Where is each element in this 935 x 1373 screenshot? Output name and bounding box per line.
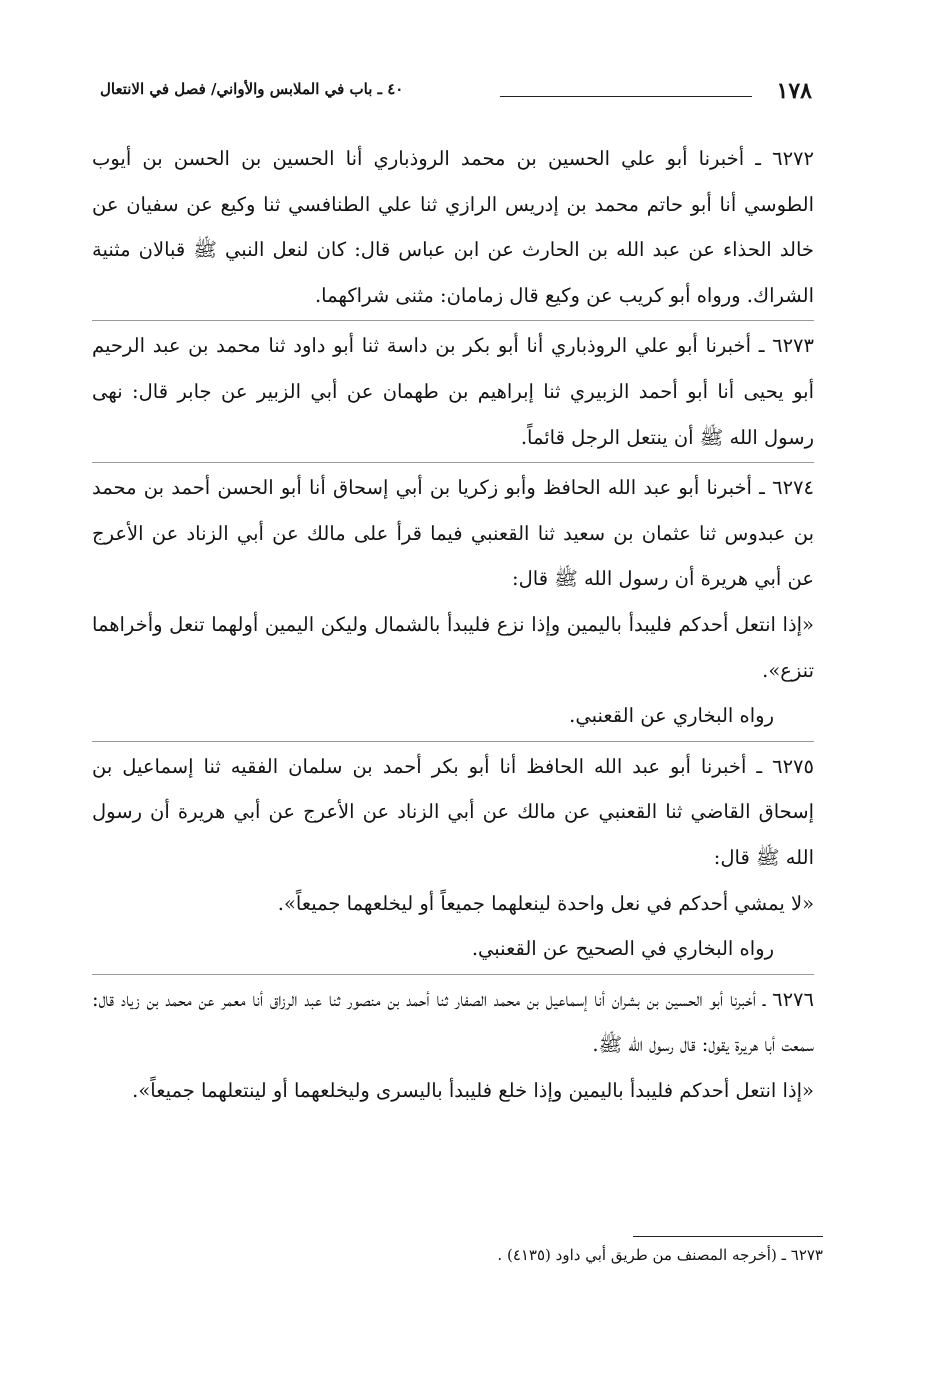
hadith-6274: ٦٢٧٤ ـ أخبرنا أبو عبد الله الحافظ وأبو زكريا بن أبي إسحاق أنا أبو الحسن أحمد بن محمد بن عبدوس ثنا عثمان بن سعيد ثنا القعنبي فيما قرأ على مالك عن أبي الزناد عن الأعرج عن أبي هريرة أن رسول الله ﷺ قال: bbox=[92, 462, 814, 602]
running-title: ٤٠ ـ باب في الملابس والأواني/ فصل في الانتعال bbox=[100, 80, 404, 98]
narration-note: رواه البخاري في الصحيح عن القعنبي. bbox=[471, 937, 774, 961]
footnote: ٦٢٧٣ ـ (أخرجه المصنف من طريق أبي داود (٤١٣٥) . bbox=[497, 1246, 823, 1264]
header-rule bbox=[500, 96, 752, 97]
hadith-6272: ٦٢٧٢ ـ أخبرنا أبو علي الحسين بن محمد الروذباري أنا الحسين بن الحسن بن أيوب الطوسي أنا أبو حاتم محمد بن إدريس الرازي ثنا علي الطنافسي ثنا وكيع عن سفيان عن خالد الحذاء عن عبد الله بن الحارث عن ابن عباس قال: كان لنعل النبي ﷺ قبالان مثنية الشراك. ورواه أبو كريب عن وكيع قال زمامان: مثنى شراكهما. bbox=[92, 147, 814, 307]
hadith-quote: «إذا انتعل أحدكم فليبدأ باليمين وإذا خلع فليبدأ باليسرى وليخلعهما أو لينتعلهما جميعاً». bbox=[132, 1078, 814, 1102]
page-number: ١٧٨ bbox=[776, 78, 812, 104]
hadith-quote: «إذا انتعل أحدكم فليبدأ باليمين وإذا نزع فليبدأ بالشمال وليكن اليمين أولهما تنعل وأخراهما تنزع». bbox=[92, 612, 814, 682]
page-body bbox=[92, 136, 814, 1113]
footnote-rule bbox=[633, 1236, 823, 1237]
hadith-quote: «لا يمشي أحدكم في نعل واحدة لينعلهما جميعاً أو ليخلعهما جميعاً». bbox=[277, 891, 814, 915]
running-header bbox=[100, 78, 812, 112]
narration-note: رواه البخاري عن القعنبي. bbox=[569, 704, 774, 728]
hadith-6273: ٦٢٧٣ ـ أخبرنا أبو علي الروذباري أنا أبو بكر بن داسة ثنا أبو داود ثنا محمد بن عبد الرحيم أبو يحيى أنا أبو أحمد الزبيري ثنا إبراهيم بن طهمان عن أبي الزبير عن جابر قال: نهى رسول الله ﷺ أن ينتعل الرجل قائماً. bbox=[92, 320, 814, 460]
hadith-6276: ٦٢٧٦ ـ أخبرنا أبو الحسين بن بشران أنا إسماعيل بن محمد الصفار ثنا أحمد بن منصور ثنا عبد الرزاق أنا معمر عن محمد بن زياد قال: سمعت أبا هريرة يقول: قال رسول الله ﷺ. bbox=[92, 974, 814, 1068]
hadith-6275: ٦٢٧٥ ـ أخبرنا أبو عبد الله الحافظ أنا أبو بكر أحمد بن سلمان الفقيه ثنا إسماعيل بن إسحاق القاضي ثنا القعنبي عن مالك عن أبي الزناد عن الأعرج عن أبي هريرة أن رسول الله ﷺ قال: bbox=[92, 741, 814, 881]
